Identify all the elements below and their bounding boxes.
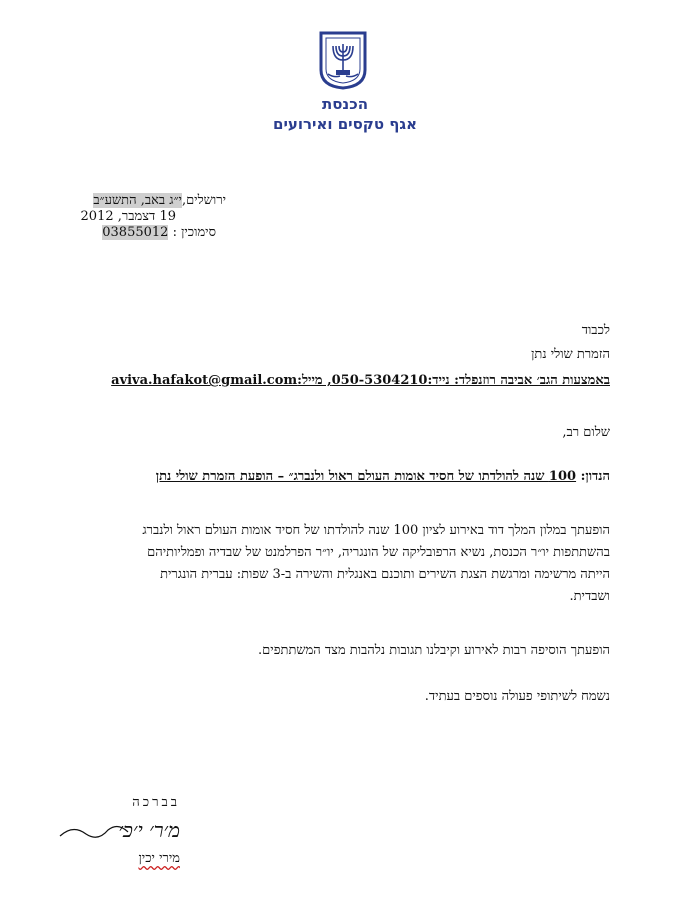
handwritten-signature: מ׳ר׳ י׳כ׳ — [118, 818, 180, 842]
signatory-name-text: מירי יכין — [138, 851, 180, 866]
org-name: הכנסת — [321, 95, 369, 113]
knesset-emblem-icon — [318, 30, 368, 90]
recipient-name: הזמרת שולי נתן — [531, 347, 610, 362]
hebrew-date: י״ג באב, התשע״ב — [93, 193, 182, 208]
reference-line — [102, 222, 216, 244]
email-link[interactable]: aviva.hafakot@gmail.com — [111, 373, 298, 388]
paragraph-1-line: ושבדית. — [569, 589, 610, 604]
closing: בברכה — [132, 795, 180, 810]
city: ירושלים, — [181, 193, 226, 208]
subject-line — [156, 466, 610, 488]
gregorian-date: 19 דצמבר, 2012 — [80, 209, 176, 224]
signatory-name — [138, 848, 180, 870]
paragraph-1-line: בהשתתפות יו״ר הכנסת, נשיא הרפובליקה של הונגריה, יו״ר הפרלמנט של שבדיה ופמליותיהם — [147, 545, 610, 560]
via-text: באמצעות הגב׳ אביבה רוזנפלד: נייד:050-5304210, מייל: — [297, 373, 610, 388]
paragraph-2: הופעתך הוסיפה רבות לאירוע וקיבלנו תגובות נלהבות מצד המשתתפים. — [258, 643, 610, 658]
paragraph-1 — [90, 520, 610, 608]
greeting: שלום רב, — [562, 425, 610, 440]
salutation: לכבוד — [581, 323, 610, 338]
paragraph-1-line: הופעתך במלון המלך דוד באירוע לציון 100 שנה להולדתו של חסיד אומות העולם ראול ולנברג — [142, 523, 610, 538]
subject-text: 100 שנה להולדתו של חסיד אומות העולם ראול ולנברג״ – הופעת הזמרת שולי נתן — [155, 469, 577, 484]
subject-label: הנדון: — [580, 469, 610, 484]
signature-scribble-icon — [58, 816, 138, 846]
division-name: אגף טקסים ואירועים — [273, 115, 417, 133]
reference-label: סימוכין : — [172, 225, 216, 240]
reference-number: 03855012 — [102, 225, 169, 240]
via-line — [111, 370, 610, 392]
paragraph-3: נשמח לשיתופי פעולה נוספים בעתיד. — [424, 689, 610, 704]
paragraph-1-line: הייתה מרשימה ומרגשת הצגת השירים ותוכנם באנגלית והשירה ב-3 שפות: עברית הונגרית — [160, 567, 610, 582]
